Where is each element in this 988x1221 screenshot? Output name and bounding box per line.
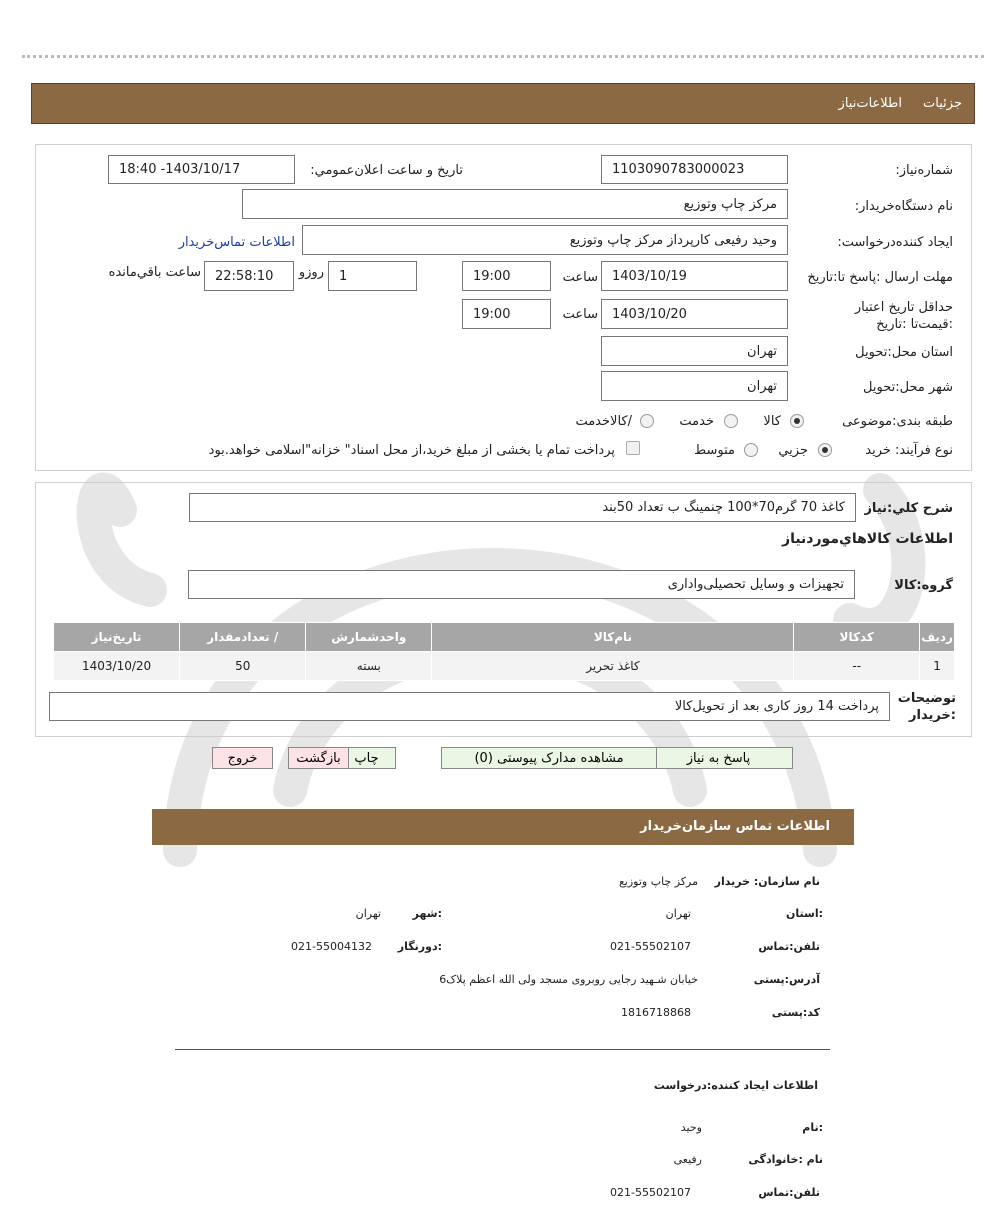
contact-phone-label: تلفن:تماس <box>758 940 820 953</box>
contact-fax-label: :دورنگار <box>397 940 442 953</box>
treasury-payment-checkbox[interactable] <box>626 441 640 455</box>
contact-address-value: خيابان شـهيد رجايی روبروی مسجد ولی الله اعظم پلاک6 <box>439 973 698 986</box>
cell-unit: بسته <box>306 652 432 681</box>
view-documents-button[interactable]: مشاهده مدارک پيوستی (0) <box>441 747 657 769</box>
deadline-date-field: 1403/10/19 <box>601 261 788 291</box>
category-service-radio[interactable] <box>724 414 738 428</box>
need-number-label: شماره‌نياز: <box>895 163 953 178</box>
goods-group-field: تجهيزات و وسايل تحصيلی‌واداری <box>188 570 855 599</box>
cell-item-name: کاغذ تحرير <box>432 652 794 681</box>
col-quantity: / تعدادمقدار <box>180 623 306 652</box>
contact-province-label: :استان <box>786 907 823 920</box>
treasury-payment-label: پرداخت تمام يا بخشی از مبلغ خريد،از محل اسناد" خزانه"اسلامی خواهد.بود <box>208 443 615 458</box>
buyer-notes-field: پرداخت 14 روز کاری بعد از تحويل‌کالا <box>49 692 890 721</box>
days-label: روزو <box>298 265 324 280</box>
category-label: طبقه بندی:موضوعی <box>842 414 953 429</box>
process-minor-radio[interactable] <box>818 443 832 457</box>
city-field: تهران <box>601 371 788 401</box>
days-field: 1 <box>328 261 417 291</box>
buyer-field: مرکز چاپ وتوزيع <box>242 189 788 219</box>
creator-section-title: اطلاعات ايجاد کننده:درخواست <box>653 1079 818 1092</box>
creator-family-label: نام :خانوادگی <box>748 1153 823 1166</box>
announce-field: 1403/10/17- 18:40 <box>108 155 295 184</box>
col-item-name: نام‌کالا <box>432 623 794 652</box>
tab-details[interactable]: جزئيات <box>923 96 962 111</box>
creator-family-value: رفيعی <box>673 1153 702 1166</box>
header-bar <box>31 83 975 124</box>
process-medium-radio[interactable] <box>744 443 758 457</box>
col-need-date: تاريخ‌نياز <box>54 623 180 652</box>
creator-label: ايجاد کننده‌درخواست: <box>837 235 953 250</box>
process-minor-label: جزيي <box>778 443 808 458</box>
category-goods-label: کالا <box>763 414 781 429</box>
contact-city-label: :شهر <box>412 907 442 920</box>
org-label: نام سازمان: خريدار <box>714 875 820 888</box>
col-item-code: کدکالا <box>794 623 920 652</box>
category-service-label: خدمت <box>679 414 714 429</box>
buyer-notes-label: توضيحات :خريدار <box>897 691 956 723</box>
creator-phone-value: 021-55502107 <box>610 1186 691 1199</box>
back-button[interactable]: بازگشت <box>288 747 349 769</box>
contact-postal-value: 1816718868 <box>621 1006 691 1019</box>
contact-phone-value: 021-55502107 <box>610 940 691 953</box>
contact-section-title: اطلاعات تماس سازمان‌خريدار <box>640 819 830 834</box>
need-number-field: 1103090783000023 <box>601 155 788 184</box>
process-label: نوع فرآيند: خريد <box>865 443 953 458</box>
contact-section-header <box>152 809 854 845</box>
province-label: استان محل:تحويل <box>855 345 953 360</box>
table-row <box>54 652 955 681</box>
validity-date-field: 1403/10/20 <box>601 299 788 329</box>
reply-button[interactable]: پاسخ به نياز <box>644 747 793 769</box>
contact-divider <box>175 1049 830 1050</box>
goods-group-label: گروه:کالا <box>894 578 953 593</box>
cell-item-code: -- <box>794 652 920 681</box>
city-label: شهر محل:تحويل <box>863 380 953 395</box>
province-field: تهران <box>601 336 788 366</box>
category-goods-service-label: /کالاخدمت <box>575 414 632 429</box>
contact-postal-label: کد:پستی <box>771 1006 820 1019</box>
cell-need-date: 1403/10/20 <box>54 652 180 681</box>
goods-section-title: اطلاعات کالاهاي‌موردنياز <box>782 531 953 547</box>
cell-row-number: 1 <box>920 652 955 681</box>
print-button[interactable]: چاپ <box>337 747 396 769</box>
process-medium-label: متوسط <box>694 443 735 458</box>
col-unit: واحدشمارش <box>306 623 432 652</box>
creator-name-label: :نام <box>802 1121 823 1134</box>
validity-time-field: 19:00 <box>462 299 551 329</box>
category-goods-radio[interactable] <box>790 414 804 428</box>
deadline-time-field: 19:00 <box>462 261 551 291</box>
description-field: کاغذ 70 گرم70*100 چنمينگ ب تعداد 50بند <box>189 493 856 522</box>
contact-province-value: تهران <box>665 907 691 920</box>
creator-field: وحيد رفيعی کارپرداز مرکز چاپ وتوزيع <box>302 225 788 255</box>
col-row-number: رديف <box>920 623 955 652</box>
org-value: مرکز چاپ وتوزيع <box>618 875 698 888</box>
creator-name-value: وحيد <box>680 1121 702 1134</box>
tab-need-info[interactable]: اطلاعات‌نياز <box>838 96 902 111</box>
goods-table <box>53 622 955 681</box>
contact-fax-value: 021-55004132 <box>291 940 372 953</box>
description-label: شرح کلي:نياز <box>864 501 953 516</box>
contact-city-value: تهران <box>355 907 381 920</box>
announce-label: تاريخ و ساعت اعلان‌عمومي: <box>310 163 463 178</box>
buyer-label: نام دستگاه‌خريدار: <box>854 199 953 214</box>
remaining-time-field: 22:58:10 <box>204 261 294 291</box>
goods-table-header <box>54 623 955 652</box>
buyer-contact-link[interactable]: اطلاعات تماس‌خريدار <box>178 235 295 250</box>
deadline-label: مهلت ارسال :پاسخ تا:تاريخ <box>807 270 953 285</box>
category-goods-service-radio[interactable] <box>640 414 654 428</box>
creator-phone-label: تلفن:تماس <box>758 1186 820 1199</box>
validity-label: حداقل تاريخ اعتبار :قيمت‌تا :تاريخ <box>854 300 953 332</box>
exit-button[interactable]: خروج <box>212 747 273 769</box>
deadline-time-label: ساعت <box>562 270 598 285</box>
validity-time-label: ساعت <box>562 307 598 322</box>
top-divider <box>22 55 984 58</box>
remaining-label: ساعت باقي‌مانده <box>108 265 201 280</box>
cell-quantity: 50 <box>180 652 306 681</box>
contact-address-label: آدرس:پستی <box>753 973 820 986</box>
